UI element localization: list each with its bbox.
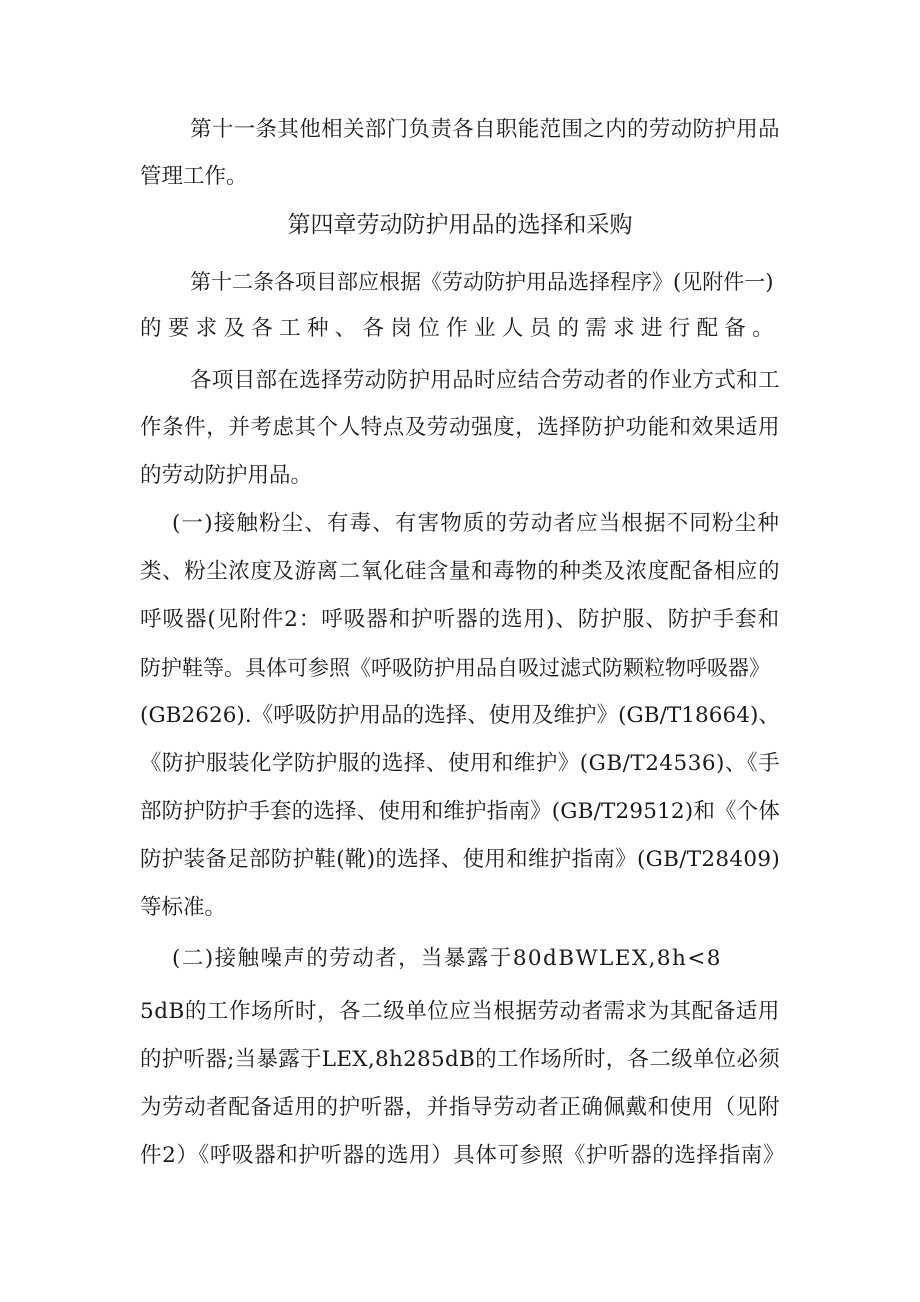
paragraph-line: 第十一条其他相关部门负责各自职能范围之内的劳动防护用品 [190,117,780,142]
paragraph-line: 各项目部在选择劳动防护用品时应结合劳动者的作业方式和工 [190,368,780,393]
paragraph-line: 等标准。 [140,895,227,920]
paragraph-line: 为劳动者配备适用的护听器，并指导劳动者正确佩戴和使用（见附 [140,1095,781,1120]
paragraph-line: 件2）《呼吸器和护听器的选用）具体可参照《护听器的选择指南》 [140,1143,786,1168]
paragraph-line: 的要求及各工种、各岗位作业人员的需求进行配备。 [140,316,781,341]
paragraph-line: 《防护服装化学防护服的选择、使用和维护》(GB/T24536)、《手 [140,751,781,776]
paragraph-line: 类、粉尘浓度及游离二氧化硅含量和毒物的种类及浓度配备相应的 [140,559,781,584]
paragraph-line: 第十二条各项目部应根据《劳动防护用品选择程序》(见附件一) [190,270,774,294]
paragraph-line: 5dB的工作场所时，各二级单位应当根据劳动者需求为其配备适用 [140,999,780,1024]
paragraph-line: (二)接触噪声的劳动者，当暴露于80dBWLEX,8h<8 [172,946,722,971]
chapter-heading: 第四章劳动防护用品的选择和采购 [287,212,633,238]
paragraph-line: 防护装备足部防护鞋(靴)的选择、使用和维护指南》(GB/T28409) [140,847,781,872]
paragraph-line: 管理工作。 [140,164,248,189]
paragraph-line: 作条件，并考虑其个人特点及劳动强度，选择防护功能和效果适用 [140,415,781,440]
paragraph-line: (GB2626).《呼吸防护用品的选择、使用及维护》(GB/T18664)、 [140,703,780,728]
paragraph-line: 呼吸器(见附件2：呼吸器和护听器的选用)、防护服、防护手套和 [140,607,781,632]
paragraph-line: 的护听器;当暴露于LEX,8h285dB的工作场所时，各二级单位必须 [140,1047,781,1072]
paragraph-line: 防护鞋等。具体可参照《呼吸防护用品自吸过滤式防颗粒物呼吸器》 [140,656,770,680]
paragraph-line: 部防护防护手套的选择、使用和维护指南》(GB/T29512)和《个体 [140,799,781,824]
paragraph-line: 的劳动防护用品。 [140,463,313,488]
paragraph-line: (一)接触粉尘、有毒、有害物质的劳动者应当根据不同粉尘种 [172,511,780,536]
